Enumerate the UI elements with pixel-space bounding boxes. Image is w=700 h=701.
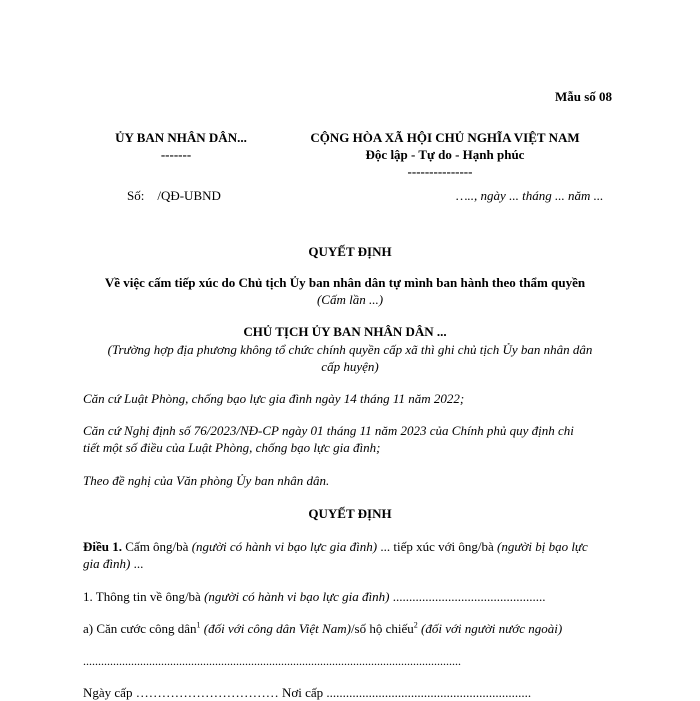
issue-date-dots: …………………………… <box>132 685 279 700</box>
article-1-text-f: ... <box>130 556 144 571</box>
item-a <box>83 621 562 637</box>
article-1-text-c: ... tiếp xúc với ông/bà <box>377 539 497 554</box>
document-title: QUYẾT ĐỊNH <box>308 244 392 259</box>
footnote-ref-2: 2 <box>413 620 418 630</box>
issuing-authority: CHỦ TỊCH ỦY BAN NHÂN DÂN ... <box>243 324 447 339</box>
issue-place-label: Nơi cấp <box>278 685 324 700</box>
article-1-line-2 <box>83 556 143 572</box>
article-1-text-d: (người bị bạo lực <box>496 539 588 554</box>
legal-basis-2-line-2: tiết một số điều của Luật Phòng, chống bạo lực gia đình; <box>83 440 381 455</box>
authority-note-line-2: cấp huyện) <box>321 359 379 374</box>
ban-count: (Cấm lần ...) <box>316 292 384 307</box>
form-number: Mẫu số 08 <box>555 89 613 104</box>
committee-underline: ------- <box>160 147 192 162</box>
legal-basis-1: Căn cứ Luật Phòng, chống bạo lực gia đình ngày 14 tháng 11 năm 2022; <box>83 391 465 406</box>
authority-note-line-1: (Trường hợp địa phương không tổ chức chính quyền cấp xã thì ghi chủ tịch Ủy ban nhân dân <box>107 342 593 357</box>
place-and-date: ….., ngày ... tháng ... năm ... <box>456 188 604 203</box>
dotted-fill-line: .............................................................................................................................. <box>83 654 461 668</box>
motto-underline: --------------- <box>407 164 473 179</box>
item-1 <box>83 589 546 605</box>
article-1-line-1 <box>83 539 588 555</box>
article-1-text-a: Cấm ông/bà <box>122 539 192 554</box>
document-subject: Về việc cấm tiếp xúc do Chủ tịch Ủy ban nhân dân tự mình ban hành theo thẩm quyền <box>104 275 586 290</box>
decision-heading: QUYẾT ĐỊNH <box>308 506 392 521</box>
issue-date-label: Ngày cấp <box>83 685 133 700</box>
item-1-text-b: (người có hành vi bạo lực gia đình) <box>204 589 390 604</box>
article-1-text-e: gia đình) <box>83 556 131 571</box>
item-a-text-c: /số hộ chiếu <box>350 621 414 636</box>
proposal-basis: Theo đề nghị của Văn phòng Ủy ban nhân dân. <box>83 473 330 488</box>
footnote-ref-1: 1 <box>196 620 201 630</box>
item-a-text-d: (đối với người nước ngoài) <box>417 621 563 636</box>
article-1-label: Điều 1. <box>83 539 122 554</box>
document-number: Số: /QĐ-UBND <box>127 188 221 203</box>
legal-basis-2-line-1: Căn cứ Nghị định số 76/2023/NĐ-CP ngày 01 tháng 11 năm 2023 của Chính phủ quy định chi <box>83 423 574 438</box>
item-a-text-b: (đối với công dân Việt Nam) <box>200 621 351 636</box>
national-motto: Độc lập - Tự do - Hạnh phúc <box>365 147 525 162</box>
committee-name: ỦY BAN NHÂN DÂN... <box>115 130 247 145</box>
issue-place-dots: ............................................................... <box>323 685 532 700</box>
item-a-text-a: a) Căn cước công dân <box>83 621 197 636</box>
article-1-text-b: (người có hành vi bạo lực gia đình) <box>191 539 378 554</box>
country-name: CỘNG HÒA XÃ HỘI CHỦ NGHĨA VIỆT NAM <box>310 130 580 145</box>
item-1-text-a: 1. Thông tin về ông/bà <box>83 589 205 604</box>
issue-line <box>83 685 531 701</box>
item-1-dots: ............................................... <box>389 589 546 604</box>
